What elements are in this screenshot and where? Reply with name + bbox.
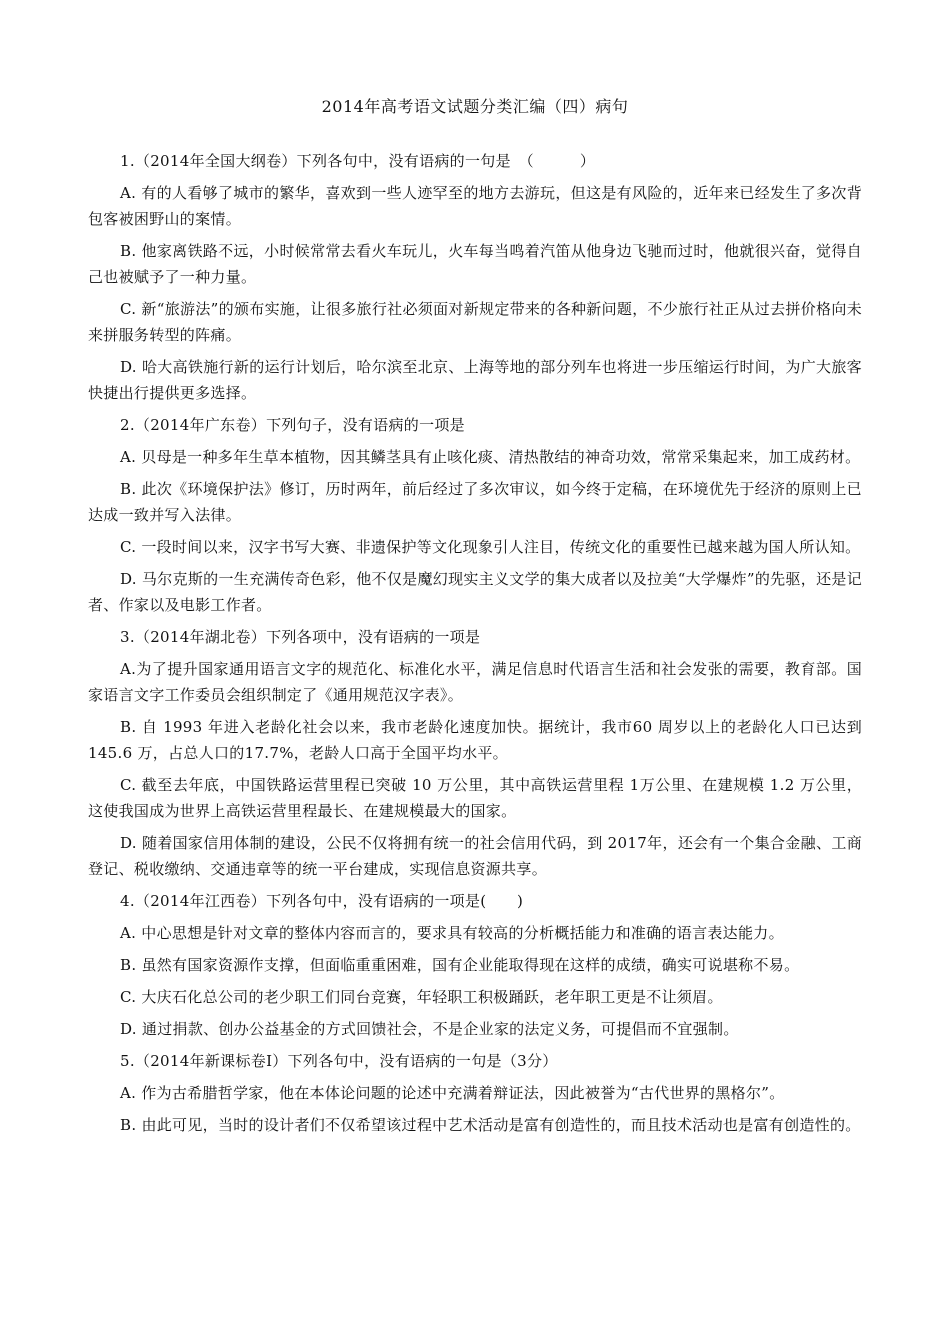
question-1: [88, 148, 862, 406]
option-c: C. 新“旅游法”的颁布实施，让很多旅行社必须面对新规定带来的各种新问题，不少旅行社正从过去拼价格向未来拼服务转型的阵痛。: [88, 300, 862, 344]
option-a: A.为了提升国家通用语言文字的规范化、标准化水平，满足信息时代语言生活和社会发张的需要，教育部。国家语言文字工作委员会组织制定了《通用规范汉字表》。: [88, 660, 862, 704]
document-title: 2014年高考语文试题分类汇编（四）病句: [321, 97, 629, 116]
option-a: A. 贝母是一种多年生草本植物，因其鳞茎具有止咳化痰、清热散结的神奇功效，常常采集起来，加工成药材。: [120, 448, 861, 466]
question-stem: 4.（2014年江西卷）下列各句中，没有语病的一项是( ): [120, 892, 524, 910]
option-c: C. 截至去年底，中国铁路运营里程已突破 10 万公里，其中高铁运营里程 1万公里、在建规模 1.2 万公里，这使我国成为世界上高铁运营里程最长、在建规模最大的国家。: [88, 776, 862, 820]
option-d: D. 随着国家信用体制的建设，公民不仅将拥有统一的社会信用代码，到 2017年，还会有一个集合金融、工商登记、税收缴纳、交通违章等的统一平台建成，实现信息资源共享。: [88, 834, 862, 878]
question-stem: 5.（2014年新课标卷Ⅰ）下列各句中，没有语病的一句是（3分）: [120, 1052, 558, 1070]
option-a: A. 作为古希腊哲学家，他在本体论问题的论述中充满着辩证法，因此被誉为“古代世界的黑格尔”。: [120, 1084, 785, 1102]
document-page: [88, 96, 862, 1144]
option-b: B. 由此可见，当时的设计者们不仅希望该过程中艺术活动是富有创造性的，而且技术活动也是富有创造性的。: [120, 1116, 861, 1134]
question-5: [88, 1048, 862, 1138]
question-stem: 2.（2014年广东卷）下列句子，没有语病的一项是: [120, 416, 465, 434]
option-d: D. 哈大高铁施行新的运行计划后，哈尔滨至北京、上海等地的部分列车也将进一步压缩运行时间，为广大旅客快捷出行提供更多选择。: [88, 358, 862, 402]
option-b: B. 虽然有国家资源作支撑，但面临重重困难，国有企业能取得现在这样的成绩，确实可说堪称不易。: [120, 956, 800, 974]
question-stem: 1.（2014年全国大纲卷）下列各句中，没有语病的一句是 （ ）: [120, 152, 596, 170]
question-2: [88, 412, 862, 618]
option-c: C. 一段时间以来，汉字书写大赛、非遗保护等文化现象引人注目，传统文化的重要性已越来越为国人所认知。: [120, 538, 861, 556]
option-b: B. 他家离铁路不远，小时候常常去看火车玩儿，火车每当鸣着汽笛从他身边飞驰而过时，他就很兴奋，觉得自己也被赋予了一种力量。: [88, 242, 862, 286]
question-3: [88, 624, 862, 882]
option-a: A. 有的人看够了城市的繁华，喜欢到一些人迹罕至的地方去游玩，但这是有风险的，近年来已经发生了多次背包客被困野山的案情。: [88, 184, 862, 228]
option-b: B. 此次《环境保护法》修订，历时两年，前后经过了多次审议，如今终于定稿，在环境优先于经济的原则上已达成一致并写入法律。: [88, 480, 862, 524]
option-d: D. 通过捐款、创办公益基金的方式回馈社会，不是企业家的法定义务，可提倡而不宜强制。: [120, 1020, 739, 1038]
question-4: [88, 888, 862, 1042]
option-d: D. 马尔克斯的一生充满传奇色彩，他不仅是魔幻现实主义文学的集大成者以及拉美“大学爆炸”的先驱，还是记者、作家以及电影工作者。: [88, 570, 862, 614]
option-a: A. 中心思想是针对文章的整体内容而言的，要求具有较高的分析概括能力和准确的语言表达能力。: [120, 924, 784, 942]
option-b: B. 自 1993 年进入老龄化社会以来，我市老龄化速度加快。据统计，我市60 周岁以上的老龄化人口已达到 145.6 万，占总人口的17.7%，老龄人口高于全国平均水平。: [88, 718, 862, 762]
question-stem: 3.（2014年湖北卷）下列各项中，没有语病的一项是: [120, 628, 481, 646]
option-c: C. 大庆石化总公司的老少职工们同台竞赛，年轻职工积极踊跃，老年职工更是不让须眉。: [120, 988, 723, 1006]
